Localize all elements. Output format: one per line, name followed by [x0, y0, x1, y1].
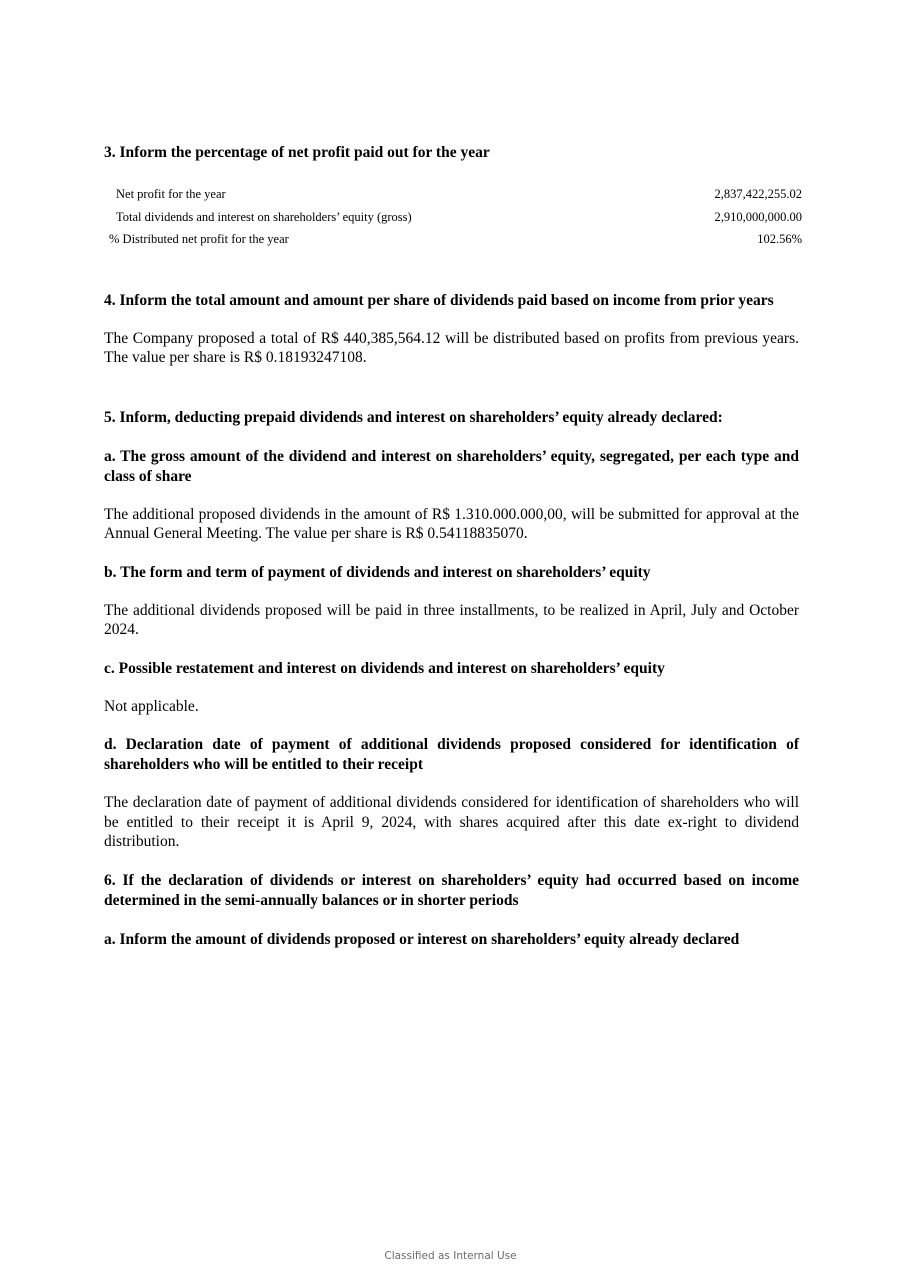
table-row-label: Total dividends and interest on shareholders’ equity (gross) — [116, 209, 412, 224]
section-5b-heading: b. The form and term of payment of dividends and interest on shareholders’ equity — [104, 563, 651, 581]
profit-table — [104, 183, 802, 251]
section-5a-heading: a. The gross amount of the dividend and interest on shareholders’ equity, segregated, per each type and class of share — [104, 447, 799, 485]
table-row-value: 2,910,000,000.00 — [714, 209, 802, 224]
table-row — [104, 206, 802, 229]
section-6-heading: 6. If the declaration of dividends or interest on shareholders’ equity had occurred based on income determined in the semi-annually balances or in shorter periods — [104, 871, 799, 909]
table-row-label: Net profit for the year — [116, 187, 226, 201]
section-3-heading: 3. Inform the percentage of net profit paid out for the year — [104, 144, 490, 161]
section-5b-body: The additional dividends proposed will be paid in three installments, to be realized in April, July and October 2024. — [104, 601, 799, 638]
section-5d-heading: d. Declaration date of payment of additional dividends proposed considered for identification of shareholders who will be entitled to their receipt — [104, 736, 799, 773]
table-row — [104, 228, 802, 251]
section-5c-heading: c. Possible restatement and interest on dividends and interest on shareholders’ equity — [104, 659, 665, 677]
document-body — [104, 143, 802, 950]
section-4-heading: 4. Inform the total amount and amount per share of dividends paid based on income from prior years — [104, 291, 774, 309]
classification-footer: Classified as Internal Use — [384, 1250, 517, 1262]
table-row — [104, 183, 802, 206]
table-row-label: % Distributed net profit for the year — [109, 232, 289, 246]
section-5a-body: The additional proposed dividends in the amount of R$ 1.310.000.000,00, will be submitted for approval at the Annual General Meeting. The value per share is R$ 0.54118835070. — [104, 505, 799, 542]
table-row-value: 102.56% — [757, 232, 802, 246]
section-5-heading: 5. Inform, deducting prepaid dividends and interest on shareholders’ equity already declared: — [104, 408, 723, 426]
table-row-value: 2,837,422,255.02 — [714, 187, 802, 201]
section-5d-body: The declaration date of payment of additional dividends considered for identification of shareholders who will be entitled to their receipt it is April 9, 2024, with shares acquired after this date ex-right to dividend distribution. — [104, 794, 799, 850]
section-6a-heading: a. Inform the amount of dividends proposed or interest on shareholders’ equity already declared — [104, 930, 740, 948]
section-4-body: The Company proposed a total of R$ 440,385,564.12 will be distributed based on profits from previous years. The value per share is R$ 0.18193247108. — [104, 329, 799, 366]
section-5c-body: Not applicable. — [104, 697, 199, 715]
